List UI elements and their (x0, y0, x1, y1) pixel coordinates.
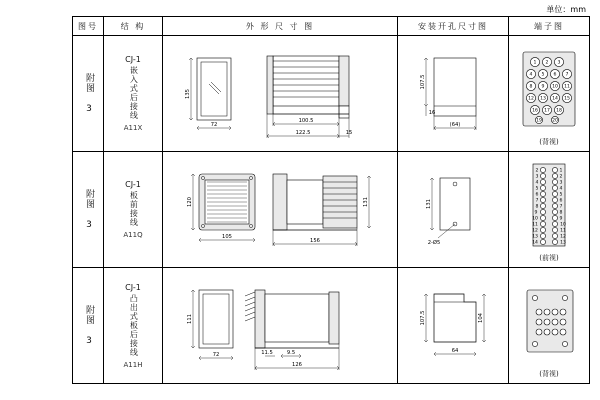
row2-code: A11Q (123, 231, 143, 239)
row2-terminal-caption: (前视) (539, 254, 559, 262)
svg-text:131: 131 (426, 199, 432, 209)
svg-text:13: 13 (532, 234, 538, 240)
svg-text:14: 14 (532, 240, 538, 246)
svg-text:4: 4 (535, 180, 539, 186)
svg-text:5: 5 (535, 186, 539, 192)
svg-text:11: 11 (564, 84, 570, 90)
row2-desc: 板前接线 (129, 191, 139, 227)
row1-structure (104, 36, 163, 152)
spec-table (72, 16, 590, 384)
svg-text:122.5: 122.5 (295, 130, 311, 136)
svg-text:8: 8 (529, 84, 533, 90)
svg-text:15: 15 (564, 96, 570, 102)
row1-code: A11X (123, 124, 143, 132)
svg-text:11.5: 11.5 (261, 350, 273, 356)
svg-text:12: 12 (560, 234, 566, 240)
svg-text:11: 11 (532, 222, 538, 228)
svg-text:(64): (64) (449, 122, 461, 128)
row2-structure (104, 152, 163, 268)
svg-text:120: 120 (187, 197, 193, 207)
svg-text:17: 17 (544, 108, 550, 114)
svg-text:135: 135 (185, 89, 191, 99)
svg-text:7: 7 (565, 72, 569, 78)
svg-text:131: 131 (363, 197, 369, 207)
svg-text:16: 16 (428, 110, 436, 116)
svg-text:4: 4 (559, 186, 563, 192)
row3-structure (104, 268, 163, 384)
svg-text:2: 2 (535, 168, 539, 174)
svg-text:5: 5 (541, 72, 545, 78)
svg-text:9.5: 9.5 (286, 350, 296, 356)
svg-text:10: 10 (532, 216, 538, 222)
table-row (73, 152, 590, 268)
svg-text:16: 16 (532, 108, 538, 114)
row1-terminal-caption: (背视) (539, 138, 559, 146)
svg-text:9: 9 (534, 210, 538, 216)
svg-text:104: 104 (478, 313, 484, 323)
row3-figure-no (73, 268, 104, 384)
table-header-row (73, 17, 590, 36)
svg-text:4: 4 (529, 72, 533, 78)
svg-text:15: 15 (345, 130, 353, 136)
svg-text:12: 12 (532, 228, 538, 234)
svg-text:10: 10 (560, 222, 566, 228)
row1-desc: 嵌入式后接线 (129, 66, 139, 120)
row2-terminal-diagram (509, 152, 590, 268)
svg-text:13: 13 (540, 96, 546, 102)
row1-figure-no (73, 36, 104, 152)
svg-text:72: 72 (212, 352, 220, 358)
row3-outline-drawing (163, 268, 398, 384)
row2-outline-drawing (163, 152, 398, 268)
svg-text:13: 13 (560, 240, 566, 246)
row3-terminal-caption: (背视) (539, 370, 559, 378)
row1-outline-drawing (163, 36, 398, 152)
row1-mount-drawing (398, 36, 509, 152)
svg-text:12: 12 (528, 96, 534, 102)
unit-note: 单位：mm (546, 5, 586, 14)
svg-text:14: 14 (552, 96, 558, 102)
row3-figure-no-label: 附图 3 (83, 304, 94, 347)
row3-mount-drawing (398, 268, 509, 384)
svg-text:7: 7 (535, 198, 539, 204)
svg-text:105: 105 (222, 234, 232, 240)
svg-text:10: 10 (552, 84, 558, 90)
svg-text:107.5: 107.5 (420, 310, 426, 326)
svg-text:9: 9 (559, 216, 563, 222)
svg-text:19: 19 (536, 118, 542, 124)
svg-text:1: 1 (559, 168, 563, 174)
svg-text:2: 2 (545, 60, 549, 66)
svg-text:1: 1 (533, 60, 537, 66)
svg-text:2: 2 (559, 174, 563, 180)
svg-text:18: 18 (556, 108, 562, 114)
svg-text:3: 3 (535, 174, 539, 180)
header-col-no: 图号 (73, 17, 104, 36)
row2-figure-no (73, 152, 104, 268)
row1-model: CJ-1 (125, 55, 141, 64)
svg-text:72: 72 (210, 122, 218, 128)
svg-text:8: 8 (535, 204, 539, 210)
svg-text:3: 3 (559, 180, 563, 186)
row1-figure-no-label: 附图 3 (83, 72, 94, 115)
svg-text:107.5: 107.5 (420, 74, 426, 90)
header-col-outline: 外 形 尺 寸 图 (163, 17, 398, 36)
svg-text:64: 64 (451, 348, 459, 354)
row3-code: A11H (123, 360, 143, 369)
svg-text:3: 3 (557, 60, 561, 66)
svg-text:8: 8 (559, 210, 563, 216)
header-col-struct: 结 构 (104, 17, 163, 36)
svg-text:6: 6 (559, 198, 563, 204)
svg-text:126: 126 (292, 362, 302, 368)
svg-text:100.5: 100.5 (298, 118, 314, 124)
row2-mount-drawing (398, 152, 509, 268)
row1-terminal-diagram (509, 36, 590, 152)
row2-model: CJ-1 (125, 180, 141, 189)
row3-terminal-diagram (509, 268, 590, 384)
svg-text:6: 6 (553, 72, 557, 78)
header-col-mount: 安装开孔尺寸图 (398, 17, 509, 36)
svg-text:111: 111 (187, 314, 193, 324)
table-row (73, 268, 590, 384)
row3-model: CJ-1 (125, 282, 141, 292)
row2-figure-no-label: 附图 3 (83, 188, 94, 231)
row3-desc: 凸出式板后接线 (129, 293, 139, 357)
svg-text:156: 156 (310, 238, 320, 244)
svg-text:7: 7 (559, 204, 563, 210)
svg-text:6: 6 (535, 192, 539, 198)
svg-text:2-Ø5: 2-Ø5 (427, 240, 441, 246)
svg-text:9: 9 (541, 84, 545, 90)
svg-text:5: 5 (559, 192, 563, 198)
svg-text:11: 11 (560, 228, 566, 234)
header-col-term: 端子图 (509, 17, 590, 36)
table-row (73, 36, 590, 152)
svg-text:20: 20 (552, 118, 558, 124)
